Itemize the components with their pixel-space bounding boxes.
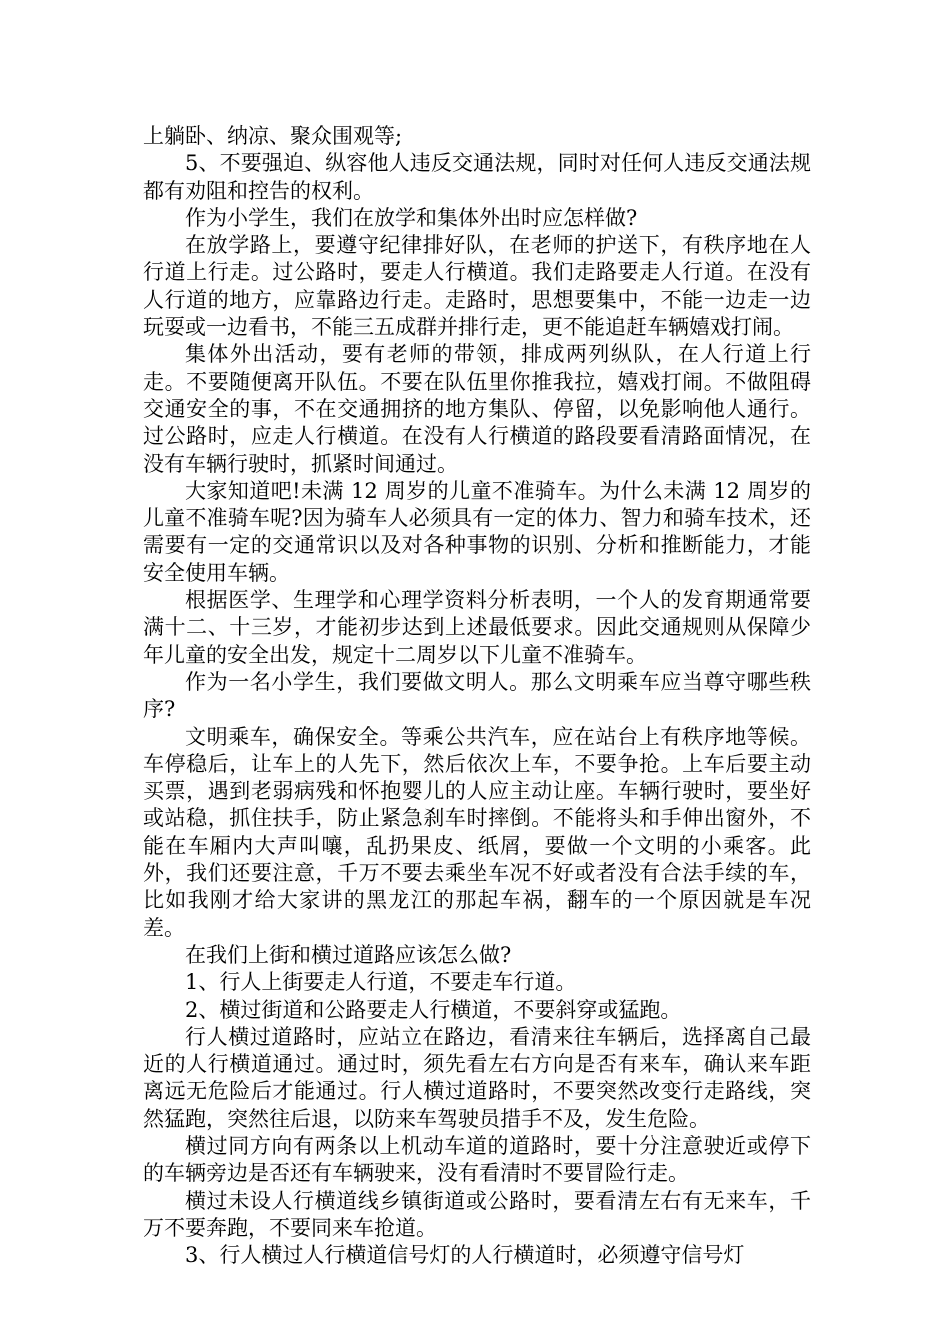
paragraph-14: 横过同方向有两条以上机动车道的道路时，要十分注意驶近或停下的车辆旁边是否还有车辆驶来，没有看清时不要冒险行走。 (143, 1133, 811, 1186)
document-body (143, 123, 811, 1269)
paragraph-5: 集体外出活动，要有老师的带领，排成两列纵队，在人行道上行走。不要随便离开队伍。不要在队伍里你推我拉，嬉戏打闹。不做阻碍交通安全的事，不在交通拥挤的地方集队、停留，以免影响他人通行。过公路时，应走人行横道。在没有人行横道的路段要看清路面情况，在没有车辆行驶时，抓紧时间通过。 (143, 342, 811, 476)
paragraph-10: 在我们上街和横过道路应该怎么做? (185, 942, 512, 967)
paragraph-3: 作为小学生，我们在放学和集体外出时应怎样做? (185, 205, 638, 230)
paragraph-2: 5、不要强迫、纵容他人违反交通法规，同时对任何人违反交通法规都有劝阻和控告的权利。 (143, 151, 811, 203)
paragraph-4: 在放学路上，要遵守纪律排好队，在老师的护送下，有秩序地在人行道上行走。过公路时，要走人行横道。我们走路要走人行道。在没有人行道的地方，应靠路边行走。走路时，思想要集中，不能一边走一边玩耍或一边看书，不能三五成群并排行走，更不能追赶车辆嬉戏打闹。 (143, 233, 811, 340)
paragraph-16: 3、行人横过人行横道信号灯的人行横道时，必须遵守信号灯 (185, 1243, 745, 1268)
paragraph-15: 横过未设人行横道线乡镇街道或公路时，要看清左右有无来车，千万不要奔跑，不要同来车抢道。 (143, 1188, 811, 1240)
paragraph-9: 文明乘车，确保安全。等乘公共汽车，应在站台上有秩序地等候。车停稳后，让车上的人先下，然后依次上车，不要争抢。上车后要主动买票，遇到老弱病残和怀抱婴儿的人应主动让座。车辆行驶时，要坐好或站稳，抓住扶手，防止紧急刹车时摔倒。不能将头和手伸出窗外，不能在车厢内大声叫嚷，乱扔果皮、纸屑，要做一个文明的小乘客。此外，我们还要注意，千万不要去乘坐车况不好或者没有合法手续的车，比如我刚才给大家讲的黑龙江的那起车祸，翻车的一个原因就是车况差。 (143, 724, 811, 940)
paragraph-12: 2、横过街道和公路要走人行横道，不要斜穿或猛跑。 (185, 997, 682, 1022)
paragraph-11: 1、行人上街要走人行道，不要走车行道。 (185, 970, 577, 995)
paragraph-7: 根据医学、生理学和心理学资料分析表明，一个人的发育期通常要满十二、十三岁，才能初步达到上述最低要求。因此交通规则从保障少年儿童的安全出发，规定十二周岁以下儿童不准骑车。 (143, 588, 811, 667)
paragraph-8: 作为一名小学生，我们要做文明人。那么文明乘车应当尊守哪些秩序? (143, 669, 811, 722)
paragraph-1: 上躺卧、纳凉、聚众围观等; (143, 124, 403, 148)
paragraph-6: 大家知道吧!未满 12 周岁的儿童不准骑车。为什么未满 12 周岁的儿童不准骑车呢?因为骑车人必须具有一定的体力、智力和骑车技术，还需要有一定的交通常识以及对各种事物的识别、分析和推断能力，才能安全使用车辆。 (143, 478, 811, 585)
paragraph-13: 行人横过道路时，应站立在路边，看清来往车辆后，选择离自己最近的人行横道通过。通过时，须先看左右方向是否有来车，确认来车距离远无危险后才能通过。行人横过道路时，不要突然改变行走路线，突然猛跑，突然往后退，以防来车驾驶员措手不及，发生危险。 (143, 1024, 811, 1131)
